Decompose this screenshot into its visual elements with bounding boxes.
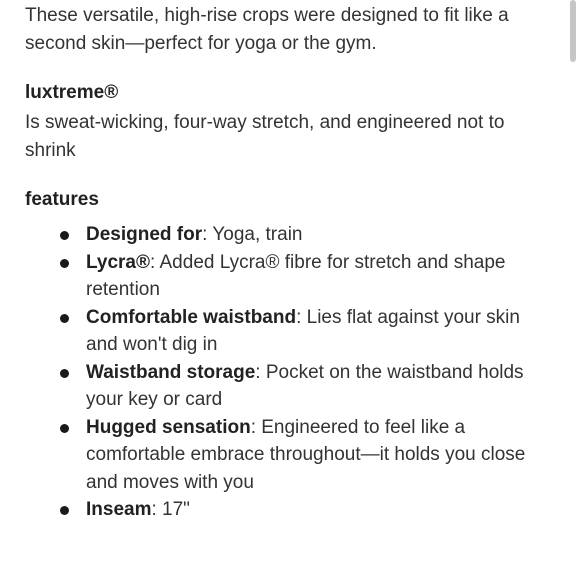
bullet-icon [60, 314, 69, 323]
feature-text: Pocket on the waistband holds your key or card [86, 361, 524, 410]
feature-name: Lycra® [86, 251, 150, 273]
feature-name: Hugged sensation [86, 416, 251, 438]
feature-name: Comfortable waistband [86, 306, 297, 328]
features-heading: features [25, 189, 99, 210]
intro-paragraph: These versatile, high-rise crops were designed to fit like a second skin—perfect for yoga or the gym. [25, 5, 509, 54]
scrollbar-thumb[interactable] [570, 0, 576, 62]
features-list [25, 221, 555, 524]
feature-separator: : [151, 499, 157, 520]
feature-separator: : [250, 416, 256, 438]
feature-text: Yoga, train [207, 224, 303, 245]
feature-text: Engineered to feel like a comfortable embrace throughout—it holds you close and moves with you [86, 416, 526, 493]
scrollbar[interactable] [566, 0, 580, 580]
feature-item [25, 496, 555, 524]
feature-name: Inseam [86, 499, 152, 520]
luxtreme-heading: luxtreme® [25, 82, 119, 103]
feature-separator: : [150, 251, 156, 273]
bullet-icon [60, 259, 69, 268]
feature-item [25, 414, 555, 497]
feature-item [25, 221, 555, 249]
bullet-icon [60, 506, 69, 515]
feature-name: Designed for [86, 224, 203, 245]
feature-name: Waistband storage [86, 361, 256, 383]
luxtreme-description: Is sweat-wicking, four-way stretch, and engineered not to shrink [25, 112, 505, 161]
feature-separator: : [202, 224, 208, 245]
bullet-icon [60, 231, 69, 240]
bullet-icon [60, 369, 69, 378]
feature-separator: : [255, 361, 261, 383]
feature-item [25, 359, 555, 414]
feature-separator: : [296, 306, 302, 328]
feature-text: Lies flat against your skin and won't dig in [86, 306, 520, 355]
feature-text: Added Lycra® fibre for stretch and shape retention [86, 251, 506, 300]
product-description [25, 2, 555, 524]
feature-text: 17" [156, 499, 190, 520]
feature-item [25, 304, 555, 359]
bullet-icon [60, 424, 69, 433]
feature-item [25, 249, 555, 304]
